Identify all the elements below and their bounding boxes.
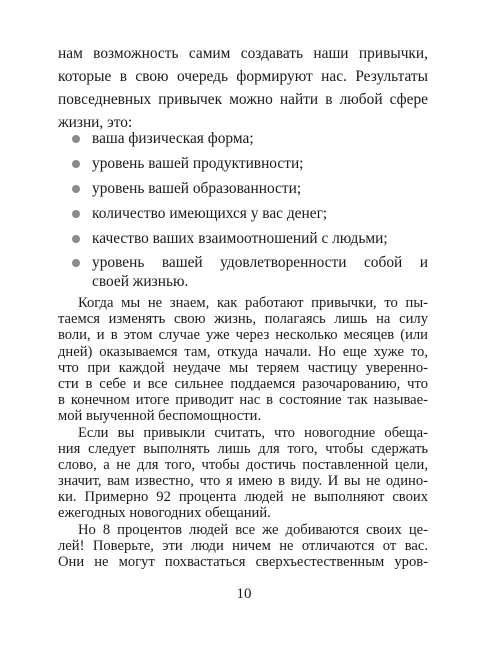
intro-line: нам возможность самим создавать наши привычки, <box>58 45 428 62</box>
intro-line: жизни, это: <box>58 114 133 131</box>
paragraph-line: ежегодных новогодних обещаний. <box>58 505 271 522</box>
paragraph-line: ния следует выполнять лишь для того, чтобы сдержать <box>58 440 428 457</box>
paragraph-line: слово, а не для того, чтобы достичь поставленной цели, <box>58 456 428 473</box>
list-item <box>72 228 428 250</box>
paragraph-line: дней) оказываемся там, откуда начали. Но еще хуже то, <box>58 343 428 360</box>
intro-line: которые в свою очередь формируют нас. Результаты <box>58 68 428 85</box>
bullet-icon <box>72 259 80 267</box>
page-number: 10 <box>236 586 252 602</box>
paragraph-line: таемся изменять свою жизнь, полагаясь лишь на силу <box>58 311 428 328</box>
list-item <box>72 153 428 175</box>
bullet-icon <box>72 135 80 143</box>
list-item-text: ваша физическая форма; <box>92 130 254 147</box>
intro-line: повседневных привычек можно найти в любой сфере <box>58 91 428 108</box>
paragraph-line: Если вы привыкли считать, что новогодние обеща- <box>78 424 428 441</box>
bullet-icon <box>72 235 80 243</box>
paragraph-line: лей! Поверьте, эти люди ничем не отличаются от вас. <box>58 537 428 554</box>
paragraph-line: воли, и в этом случае уже через несколько месяцев (или <box>58 327 428 344</box>
paragraph-line: сти в себе и все сильнее поддаемся разочарованию, что <box>58 375 428 392</box>
list-item <box>72 178 428 200</box>
list-item-text: качество ваших взаимоотношений с людьми; <box>92 230 388 247</box>
list-item-text: уровень вашей продуктивности; <box>92 155 304 172</box>
bullet-icon <box>72 160 80 168</box>
paragraph-line: мой выученной беспомощности. <box>58 408 262 425</box>
paragraph-line: Но 8 процентов людей все же добиваются своих це- <box>78 521 428 538</box>
paragraph-line: Они не могут похвастаться сверхъестественным уров- <box>58 554 428 570</box>
paragraph-line: в конечном итоге приводит нас в состояние так называе- <box>58 392 428 409</box>
paragraph-line: ки. Примерно 92 процента людей не выполняют своих <box>58 489 428 506</box>
list-item-text: количество имеющихся у вас денег; <box>92 205 328 222</box>
list-item <box>72 128 428 150</box>
list-item-text: уровень вашей удовлетворенности собой и <box>92 254 428 271</box>
paragraph-line: значит, вам известно, что я имею в виду. И вы не одино- <box>58 473 428 490</box>
paragraph-line: Когда мы не знаем, как работают привычки, то пы- <box>78 295 428 311</box>
list-item-text: уровень вашей образованности; <box>92 180 302 197</box>
bullet-icon <box>72 210 80 218</box>
list-item-continuation <box>72 271 428 293</box>
list-item-text: своей жизнью. <box>92 273 189 290</box>
list-item <box>72 203 428 225</box>
bullet-icon <box>72 185 80 193</box>
paragraph-line: что при каждой неудаче мы теряем частицу уверенно- <box>58 359 428 376</box>
